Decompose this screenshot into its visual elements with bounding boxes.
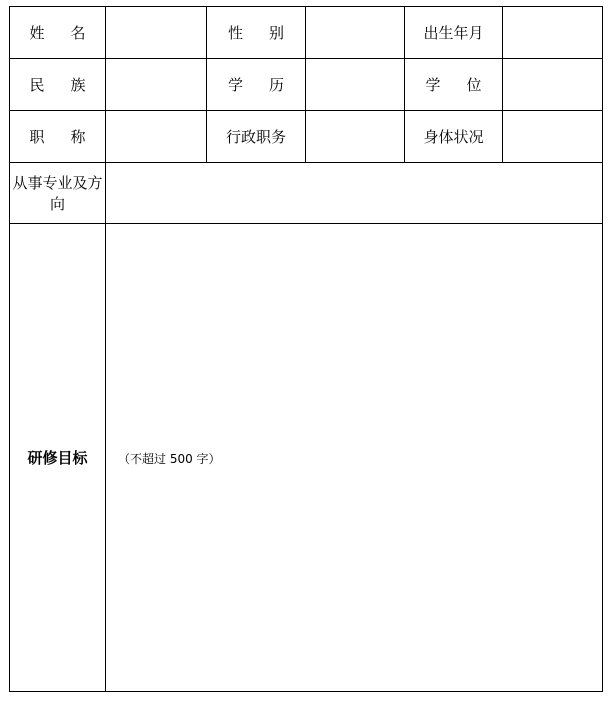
field-education[interactable]	[306, 59, 405, 111]
field-administrative-position[interactable]	[306, 111, 405, 163]
application-form-table	[9, 6, 603, 692]
label-administrative-position: 行政职务	[207, 111, 306, 163]
row-name-gender-birth	[10, 7, 603, 59]
label-education: 学 历	[207, 59, 306, 111]
field-training-goal[interactable]	[106, 224, 603, 692]
label-gender: 性 别	[207, 7, 306, 59]
row-title-position-health	[10, 111, 603, 163]
label-specialty-direction: 从事专业及方向	[10, 163, 106, 224]
field-name[interactable]	[106, 7, 207, 59]
label-training-goal: 研修目标	[10, 224, 106, 692]
field-professional-title[interactable]	[106, 111, 207, 163]
field-gender[interactable]	[306, 7, 405, 59]
field-degree[interactable]	[503, 59, 603, 111]
row-training-goal	[10, 224, 603, 692]
field-birth-date[interactable]	[503, 7, 603, 59]
row-ethnicity-education-degree	[10, 59, 603, 111]
field-ethnicity[interactable]	[106, 59, 207, 111]
word-limit-hint: （不超过 500 字）	[118, 452, 221, 466]
label-birth-date: 出生年月	[405, 7, 503, 59]
label-name: 姓 名	[10, 7, 106, 59]
label-professional-title: 职 称	[10, 111, 106, 163]
label-health-status: 身体状况	[405, 111, 503, 163]
field-specialty-direction[interactable]	[106, 163, 603, 224]
field-health-status[interactable]	[503, 111, 603, 163]
row-specialty	[10, 163, 603, 224]
label-degree: 学 位	[405, 59, 503, 111]
label-ethnicity: 民 族	[10, 59, 106, 111]
